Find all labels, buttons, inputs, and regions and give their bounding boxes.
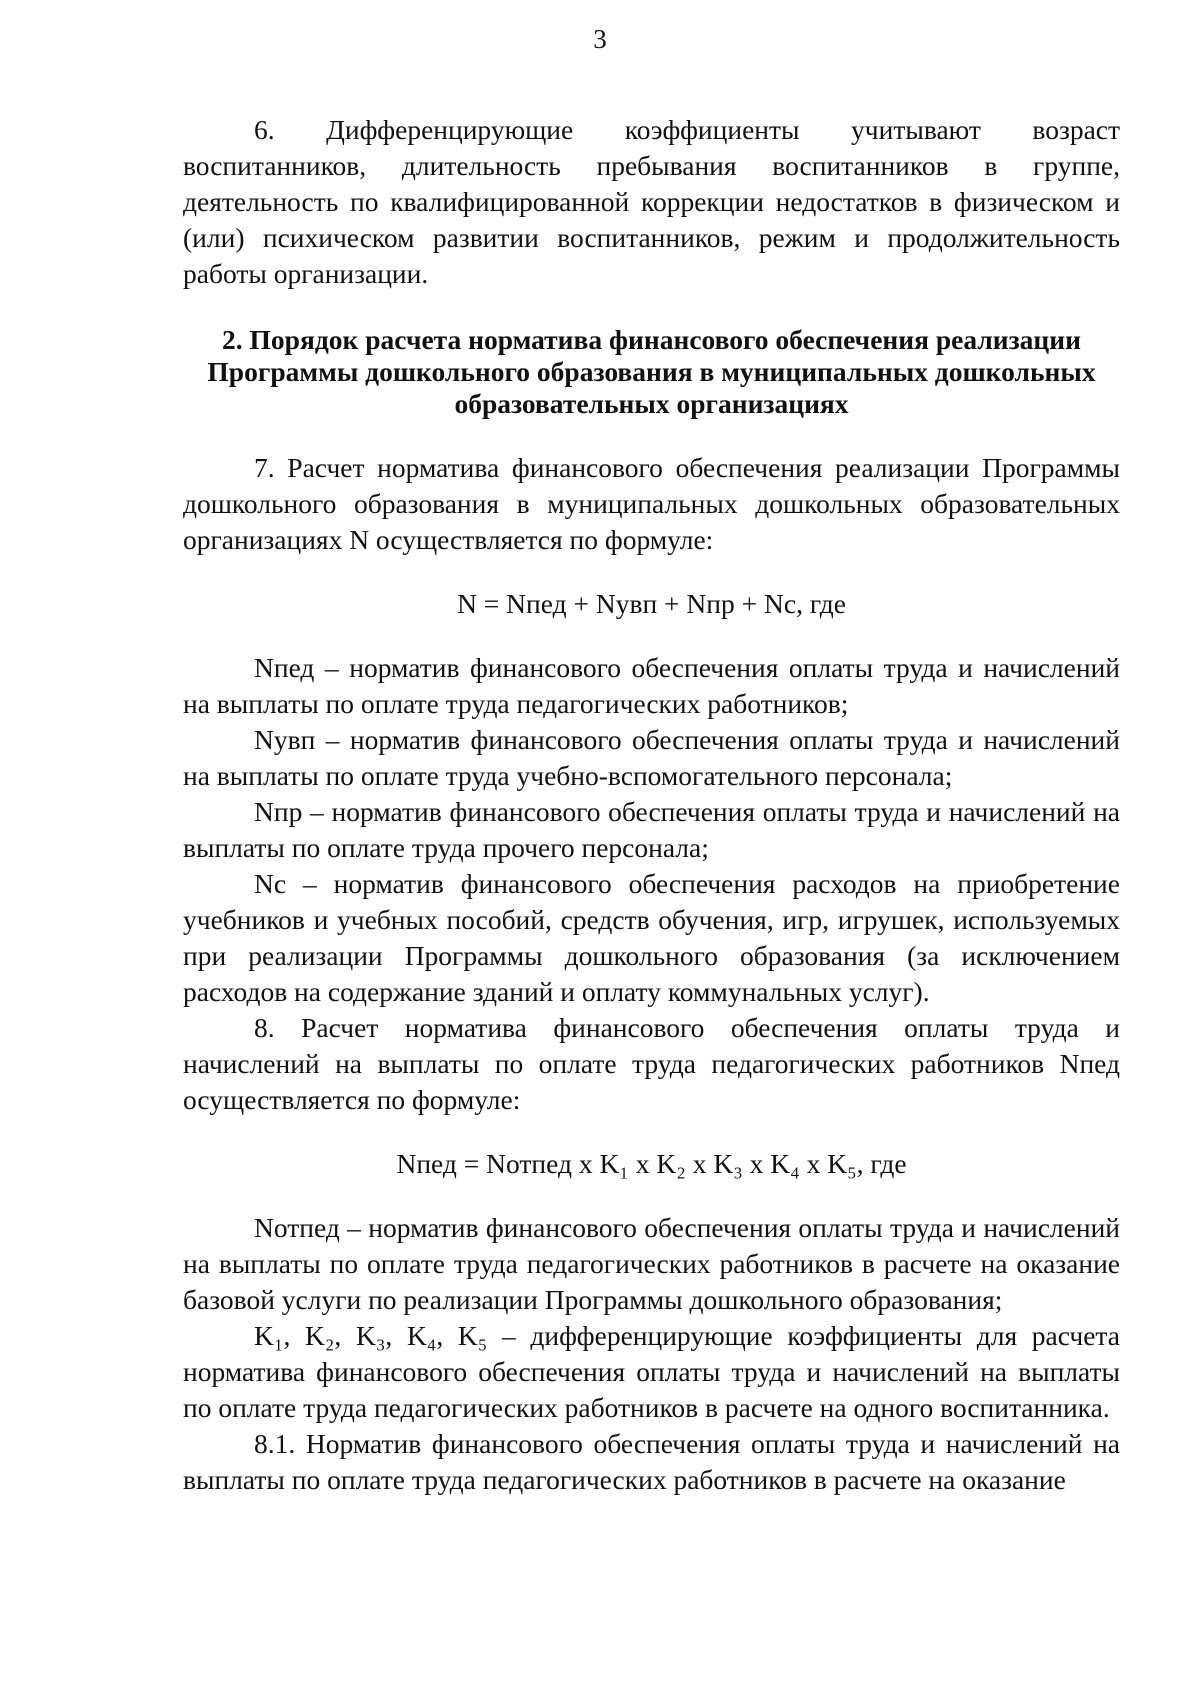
formula-nped: Nпед = Nотпед x K₁ x K₂ x K₃ x K₄ x K₅, где — [396, 1148, 907, 1179]
section-heading-line-1: 2. Порядок расчета норматива финансового обеспечения реализации — [222, 324, 1081, 355]
section-heading-line-3: образовательных организациях — [454, 388, 849, 419]
definition-nc: Nс – норматив финансового обеспечения расходов на приобретение учебников и учебных пособий, средств обучения, игр, игрушек, используемых при реализации Программы дошкольного образования (за исключением расходов на содержание зданий и оплату коммунальных услуг). — [183, 868, 1120, 1007]
paragraph-8: 8. Расчет норматива финансового обеспечения оплаты труда и начислений на выплаты по оплате труда педагогических работников Nпед осуществляется по формуле: — [183, 1012, 1120, 1115]
document-body — [183, 112, 1120, 1498]
definition-notped: Nотпед – норматив финансового обеспечения оплаты труда и начислений на выплаты по оплате труда педагогических работников в расчете на оказание базовой услуги по реализации Программы дошкольного образования; — [183, 1212, 1120, 1315]
page-number: 3 — [593, 24, 607, 54]
definition-npr: Nпр – норматив финансового обеспечения оплаты труда и начислений на выплаты по оплате труда прочего персонала; — [183, 796, 1120, 863]
paragraph-8-1: 8.1. Норматив финансового обеспечения оплаты труда и начислений на выплаты по оплате труда педагогических работников в расчете на оказание — [183, 1428, 1120, 1495]
formula-n: N = Nпед + Nувп + Nпр + Nс, где — [457, 588, 846, 619]
definition-nuvp: Nувп – норматив финансового обеспечения оплаты труда и начислений на выплаты по оплате труда учебно-вспомогательного персонала; — [183, 724, 1120, 791]
paragraph-6: 6. Дифференцирующие коэффициенты учитывают возраст воспитанников, длительность пребывания воспитанников в группе, деятельность по квалифицированной коррекции недостатков в физическом и (или) психическом развитии воспитанников, режим и продолжительность работы организации. — [183, 114, 1120, 289]
section-heading-line-2: Программы дошкольного образования в муниципальных дошкольных — [207, 356, 1096, 387]
paragraph-7: 7. Расчет норматива финансового обеспечения реализации Программы дошкольного образования в муниципальных дошкольных образовательных организациях N осуществляется по формуле: — [183, 452, 1120, 555]
definition-k-coefficients: K₁, K₂, K₃, K₄, K₅ – дифференцирующие коэффициенты для расчета норматива финансового обеспечения оплаты труда и начислений на выплаты по оплате труда педагогических работников в расчете на одного воспитанника. — [183, 1320, 1120, 1423]
section-heading — [183, 324, 1120, 420]
definition-nped: Nпед – норматив финансового обеспечения оплаты труда и начислений на выплаты по оплате труда педагогических работников; — [183, 652, 1120, 719]
